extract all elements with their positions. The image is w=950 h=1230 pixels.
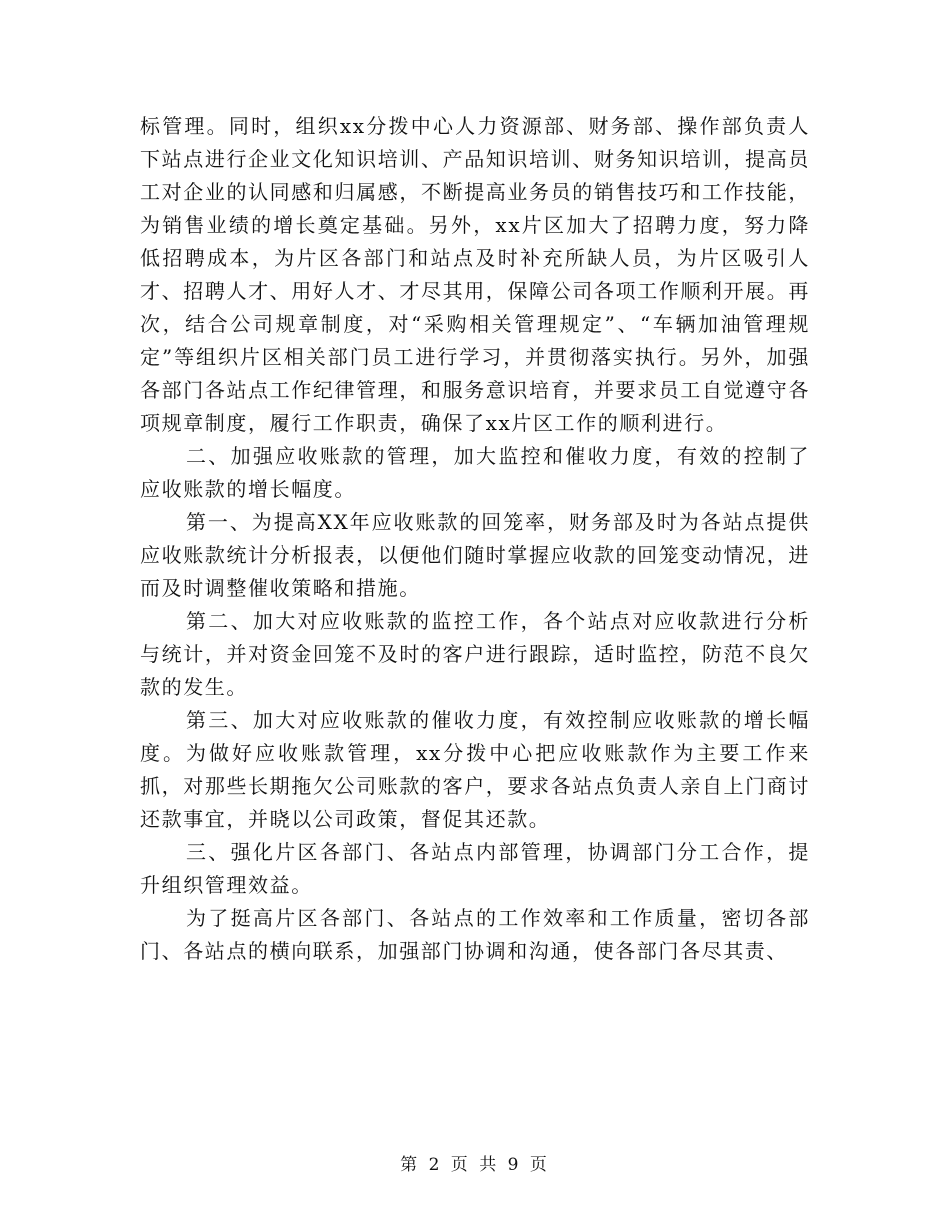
- page-number-footer: 第 2 页 共 9 页: [400, 1155, 550, 1175]
- section-heading-2: 二、加强应收账款的管理，加大监控和催收力度，有效的控制了应收账款的增长幅度。: [140, 444, 810, 501]
- paragraph-first: 第一、为提高XX年应收账款的回笼率，财务部及时为各站点提供应收账款统计分析报表，以便他们随时掌握应收款的回笼变动情况，进而及时调整催收策略和措施。: [140, 510, 810, 600]
- document-page: [140, 110, 810, 1130]
- paragraph-section-3: 为了挺高片区各部门、各站点的工作效率和工作质量，密切各部门、各站点的横向联系，加强部门协调和沟通，使各部门各尽其责、: [140, 906, 810, 963]
- paragraph-second: 第二、加大对应收账款的监控工作，各个站点对应收款进行分析与统计，并对资金回笼不及时的客户进行跟踪，适时监控，防范不良欠款的发生。: [140, 609, 810, 699]
- section-heading-3: 三、强化片区各部门、各站点内部管理，协调部门分工合作，提升组织管理效益。: [140, 840, 810, 897]
- paragraph-continuation: 标管理。同时，组织xx分拨中心人力资源部、财务部、操作部负责人下站点进行企业文化知识培训、产品知识培训、财务知识培训，提高员工对企业的认同感和归属感，不断提高业务员的销售技巧和工作技能，为销售业绩的增长奠定基础。另外，xx片区加大了招聘力度，努力降低招聘成本，为片区各部门和站点及时补充所缺人员，为片区吸引人才、招聘人才、用好人才、才尽其用，保障公司各项工作顺利开展。再次，结合公司规章制度，对“采购相关管理规定”、“车辆加油管理规定”等组织片区相关部门员工进行学习，并贯彻落实执行。另外，加强各部门各站点工作纪律管理，和服务意识培育，并要求员工自觉遵守各项规章制度，履行工作职责，确保了xx片区工作的顺利进行。: [140, 114, 810, 435]
- paragraph-third: 第三、加大对应收账款的催收力度，有效控制应收账款的增长幅度。为做好应收账款管理，xx分拨中心把应收账款作为主要工作来抓，对那些长期拖欠公司账款的客户，要求各站点负责人亲自上门商讨还款事宜，并晓以公司政策，督促其还款。: [140, 708, 810, 831]
